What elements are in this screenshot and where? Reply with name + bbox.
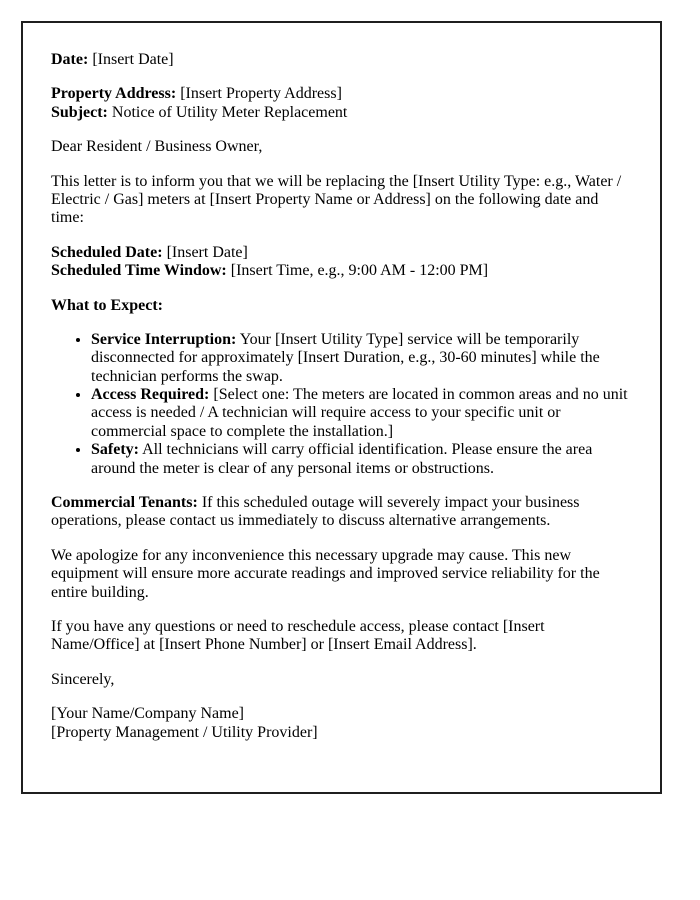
list-item	[91, 331, 632, 386]
scheduled-date-line	[51, 244, 632, 262]
property-address-value: [Insert Property Address]	[180, 85, 342, 103]
signature-org-line: [Property Management / Utility Provider]	[51, 723, 318, 741]
bullet-text: All technicians will carry official identification. Please ensure the area around the meter is clear of any personal items or obstructions.	[91, 441, 593, 477]
signature-block	[51, 705, 632, 742]
bullet-text: Your [Insert Utility Type] service will be temporarily disconnected for approximately [Insert Duration, e.g., 30-60 minutes] while the technician performs the swap.	[91, 330, 600, 385]
bullet-label: Service Interruption:	[91, 330, 237, 348]
intro-paragraph: This letter is to inform you that we will be replacing the [Insert Utility Type: e.g., Water / Electric / Gas] meters at [Insert Property Name or Address] on the following date and time:	[51, 172, 622, 227]
commercial-tenants-label: Commercial Tenants:	[51, 494, 198, 512]
property-address-line	[51, 85, 632, 103]
subject-line	[51, 104, 632, 122]
list-item	[91, 386, 632, 441]
commercial-tenants-text: If this scheduled outage will severely impact your business operations, please contact us immediately to discuss alternative arrangements.	[51, 494, 580, 530]
scheduled-time-line	[51, 262, 632, 280]
scheduled-date-value: [Insert Date]	[166, 243, 248, 261]
expect-list	[51, 331, 632, 478]
date-value: [Insert Date]	[92, 51, 174, 68]
what-to-expect-heading: What to Expect:	[51, 296, 163, 314]
list-item	[91, 441, 632, 478]
contact-paragraph: If you have any questions or need to reschedule access, please contact [Insert Name/Office] at [Insert Phone Number] or [Insert Email Address].	[51, 617, 545, 654]
scheduled-date-label: Scheduled Date:	[51, 243, 163, 261]
date-line	[51, 51, 632, 69]
subject-label: Subject:	[51, 103, 108, 121]
scheduled-time-value: [Insert Time, e.g., 9:00 AM - 12:00 PM]	[230, 262, 489, 280]
commercial-tenants-paragraph	[51, 494, 632, 531]
salutation: Dear Resident / Business Owner,	[51, 138, 263, 156]
bullet-label: Access Required:	[91, 386, 210, 404]
scheduled-time-label: Scheduled Time Window:	[51, 262, 227, 280]
bullet-text: [Select one: The meters are located in common areas and no unit access is needed / A technician will require access to your specific unit or commercial space to complete the installation.]	[91, 386, 628, 440]
closing: Sincerely,	[51, 670, 115, 688]
property-address-label: Property Address:	[51, 85, 177, 103]
apology-paragraph: We apologize for any inconvenience this necessary upgrade may cause. This new equipment will ensure more accurate readings and improved service reliability for the entire building.	[51, 546, 600, 601]
bullet-label: Safety:	[91, 441, 139, 459]
subject-value: Notice of Utility Meter Replacement	[111, 103, 348, 121]
signature-name-line: [Your Name/Company Name]	[51, 705, 245, 723]
letter-document	[21, 21, 662, 794]
date-label: Date:	[51, 51, 89, 68]
